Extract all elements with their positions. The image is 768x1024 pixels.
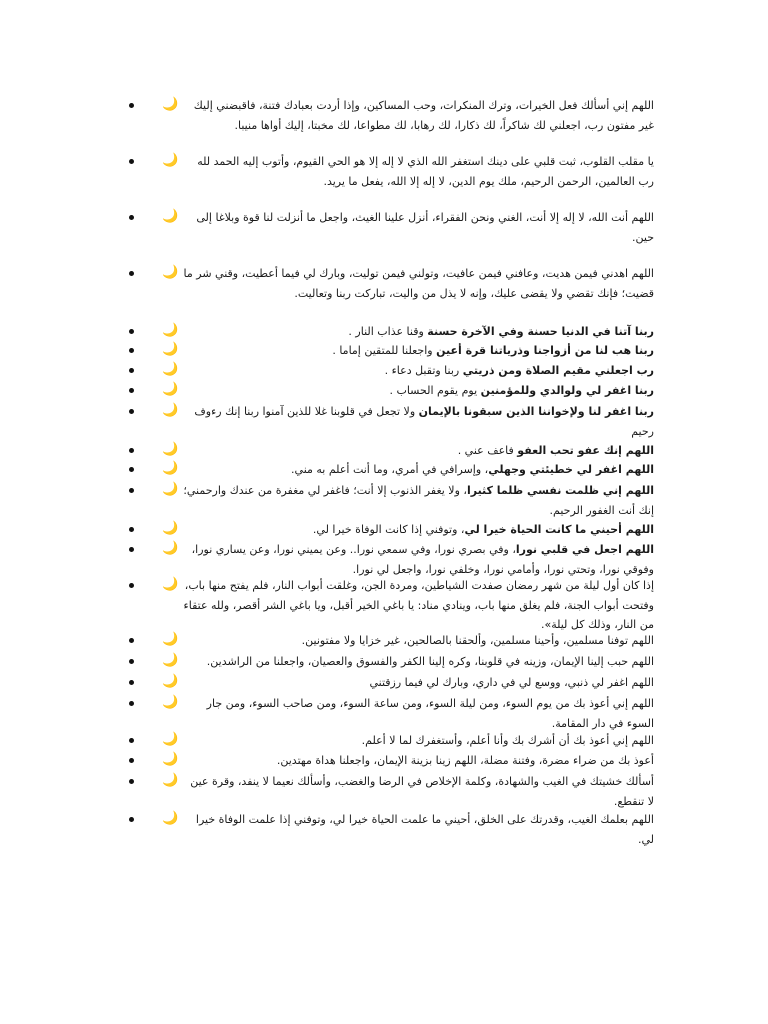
- crescent-moon-icon: 🌙: [162, 541, 179, 556]
- list-item: [132, 322, 654, 342]
- list-item-text: [132, 772, 654, 811]
- crescent-moon-icon: 🌙: [162, 209, 179, 224]
- list-item-body: اللهم إني أعوذ بك أن أشرك بك وأنا أعلم، وأستغفرك لما لا أعلم.: [361, 734, 654, 747]
- list-item-text: [132, 481, 654, 520]
- list-item: [132, 152, 654, 191]
- crescent-moon-icon: 🌙: [162, 632, 179, 647]
- list-item: [132, 751, 654, 771]
- list-item: [132, 402, 654, 441]
- list-item: [132, 810, 654, 849]
- crescent-moon-icon: 🌙: [162, 97, 179, 112]
- list-item-body: ، ولا يغفر الذنوب إلا أنت؛ فاغفر لي مغفرة من عندك وارحمني؛ إنك أنت الغفور الرحيم.: [183, 484, 654, 517]
- bullet-dot: [129, 467, 134, 472]
- list-item-body: ، وإسرافي في أمري، وما أنت أعلم به مني.: [291, 463, 489, 476]
- list-item: [132, 441, 654, 461]
- list-item-bold: اللهم اغفر لي خطيئتي وجهلي: [488, 463, 654, 476]
- list-item-bold: اللهم أحيني ما كانت الحياة خيرا لي: [464, 523, 654, 536]
- list-item-text: [132, 810, 654, 849]
- list-item-bold: ربنا آتنا في الدنيا حسنة وفي الآخرة حسنة: [427, 325, 654, 338]
- list-item: [132, 652, 654, 672]
- list-item-text: [132, 208, 654, 247]
- list-item-body: وقنا عذاب النار .: [348, 325, 428, 338]
- list-item-text: [132, 694, 654, 733]
- list-item-body: اللهم توفنا مسلمين، وأحينا مسلمين، وألحقنا بالصالحين، غير خزايا ولا مفتونين.: [301, 634, 654, 647]
- list-item: [132, 576, 654, 635]
- list-item-body: ربنا وتقبل دعاء .: [384, 364, 463, 377]
- bullet-dot: [129, 159, 134, 164]
- list-item-bold: اللهم اجعل في قلبي نورا: [515, 543, 654, 556]
- crescent-moon-icon: 🌙: [162, 653, 179, 668]
- list-item: [132, 381, 654, 401]
- bullet-dot: [129, 547, 134, 552]
- list-item-body: اللهم بعلمك الغيب، وقدرتك على الخلق، أحيني ما علمت الحياة خيرا لي، وتوفني إذا علمت الوفاة خيرا لي.: [195, 813, 654, 846]
- bullet-dot: [129, 271, 134, 276]
- bullet-dot: [129, 638, 134, 643]
- list-item-body: إذا كان أول ليلة من شهر رمضان صفدت الشياطين، ومردة الجن، وغلقت أبواب النار، فلم يفتح منها باب، وفتحت أبواب الجنة، فلم يغلق منها باب، وينادي مناد: يا باغي الخير أقبل، ويا باغي الشر أقصر، ولله عتقاء من النار، وذلك كل ليلة».: [183, 579, 654, 631]
- list-item: [132, 631, 654, 651]
- list-item-text: [132, 652, 654, 672]
- crescent-moon-icon: 🌙: [162, 403, 179, 418]
- list-item-text: [132, 441, 654, 461]
- bullet-dot: [129, 488, 134, 493]
- list-item: [132, 460, 654, 480]
- list-item: [132, 520, 654, 540]
- list-item-body: ولا تجعل في قلوبنا غلا للذين آمنوا ربنا إنك رءوف رحيم: [194, 405, 654, 438]
- list-item-text: [132, 673, 654, 693]
- bullet-dot: [129, 448, 134, 453]
- crescent-moon-icon: 🌙: [162, 265, 179, 280]
- list-item: [132, 361, 654, 381]
- list-item-bold: ربنا هب لنا من أزواجنا وذرياتنا قرة أعين: [436, 344, 654, 357]
- list-item-text: [132, 576, 654, 635]
- bullet-dot: [129, 388, 134, 393]
- bullet-dot: [129, 701, 134, 706]
- list-item-text: [132, 152, 654, 191]
- list-item-text: [132, 264, 654, 303]
- bullet-dot: [129, 527, 134, 532]
- list-item-bold: اللهم إني ظلمت نفسي ظلما كثيرا: [466, 484, 654, 497]
- list-item-bold: ربنا اغفر لنا ولإخواننا الذين سبقونا بالإيمان: [418, 405, 654, 418]
- bullet-dot: [129, 329, 134, 334]
- list-item: [132, 208, 654, 247]
- list-item-body: اللهم حبب إلينا الإيمان، وزينه في قلوبنا، وكره إلينا الكفر والفسوق والعصيان، واجعلنا من الراشدين.: [206, 655, 654, 668]
- list-item-text: [132, 731, 654, 751]
- bullet-dot: [129, 348, 134, 353]
- list-item-text: [132, 361, 654, 381]
- crescent-moon-icon: 🌙: [162, 811, 179, 826]
- bullet-dot: [129, 758, 134, 763]
- bullet-dot: [129, 368, 134, 373]
- crescent-moon-icon: 🌙: [162, 482, 179, 497]
- list-item-bold: اللهم إنك عفو تحب العفو: [517, 444, 654, 457]
- list-item: [132, 264, 654, 303]
- list-item: [132, 341, 654, 361]
- crescent-moon-icon: 🌙: [162, 752, 179, 767]
- crescent-moon-icon: 🌙: [162, 674, 179, 689]
- crescent-moon-icon: 🌙: [162, 773, 179, 788]
- list-item-body: أسألك خشيتك في الغيب والشهادة، وكلمة الإخلاص في الرضا والغضب، وأسألك نعيما لا ينفد، وقرة عين لا تنقطع.: [190, 775, 654, 808]
- crescent-moon-icon: 🌙: [162, 153, 179, 168]
- crescent-moon-icon: 🌙: [162, 362, 179, 377]
- list-item-text: [132, 520, 654, 540]
- list-item: [132, 481, 654, 520]
- list-item: [132, 673, 654, 693]
- list-item-bold: ربنا اغفر لي ولوالدي وللمؤمنين: [480, 384, 654, 397]
- bullet-dot: [129, 779, 134, 784]
- crescent-moon-icon: 🌙: [162, 732, 179, 747]
- list-item-body: فاعف عني .: [457, 444, 518, 457]
- list-item-body: اللهم اهدني فيمن هديت، وعافني فيمن عافيت، وتولني فيمن توليت، وبارك لي فيما أعطيت، وقني شر ما قضيت؛ فإنك تقضي ولا يقضى عليك، وإنه لا يذل من واليت، تباركت ربنا وتعاليت.: [183, 267, 654, 300]
- list-item-body: ، وفي بصري نورا، وفي سمعي نورا.. وعن يميني نورا، وعن يساري نورا، وفوقي نورا، وتحتي نورا، وأمامي نورا، وخلفي نورا، واجعل لي نورا.: [191, 543, 654, 576]
- crescent-moon-icon: 🌙: [162, 342, 179, 357]
- list-item: [132, 540, 654, 579]
- bullet-dot: [129, 738, 134, 743]
- list-item-body: يا مقلب القلوب، ثبت قلبي على دينك استغفر الله الذي لا إله إلا هو الحي القيوم، وأتوب إليه الحمد لله رب العالمين، الرحمن الرحيم، ملك يوم الدين، لا إله إلا الله، يفعل ما يريد.: [197, 155, 654, 188]
- crescent-moon-icon: 🌙: [162, 382, 179, 397]
- bullet-dot: [129, 817, 134, 822]
- list-item-body: اللهم أنت الله، لا إله إلا أنت، الغني ونحن الفقراء، أنزل علينا الغيث، واجعل ما أنزلت لنا قوة وبلاغا إلى حين.: [196, 211, 654, 244]
- list-item-body: اللهم إني أعوذ بك من يوم السوء، ومن ليلة السوء، ومن ساعة السوء، ومن صاحب السوء، ومن جار السوء في دار المقامة.: [206, 697, 654, 730]
- bullet-dot: [129, 659, 134, 664]
- crescent-moon-icon: 🌙: [162, 461, 179, 476]
- list-item-text: [132, 631, 654, 651]
- list-item-body: واجعلنا للمتقين إماما .: [332, 344, 437, 357]
- bullet-dot: [129, 680, 134, 685]
- crescent-moon-icon: 🌙: [162, 323, 179, 338]
- list-item-text: [132, 96, 654, 135]
- list-item-body: ، وتوفني إذا كانت الوفاة خيرا لي.: [312, 523, 465, 536]
- crescent-moon-icon: 🌙: [162, 695, 179, 710]
- list-item-bold: رب اجعلني مقيم الصلاة ومن ذريتي: [462, 364, 654, 377]
- list-item-text: [132, 402, 654, 441]
- list-item-body: اللهم اغفر لي ذنبي، ووسع لي في داري، وبارك لي فيما رزقتني: [369, 676, 654, 689]
- list-item-text: [132, 322, 654, 342]
- list-item: [132, 96, 654, 135]
- list-item-body: اللهم إني أسألك فعل الخيرات، وترك المنكرات، وحب المساكين، وإذا أردت بعبادك فتنة، فاقبضني إليك غير مفتون رب، اجعلني لك شاكراً، لك ذكارا، لك رهابا، لك مطواعا، لك مخبتا، إليك أواها منيبا.: [193, 99, 654, 132]
- list-item-body: أعوذ بك من ضراء مضرة، وفتنة مضلة، اللهم زينا بزينة الإيمان، واجعلنا هداة مهتدين.: [276, 754, 654, 767]
- list-item: [132, 772, 654, 811]
- crescent-moon-icon: 🌙: [162, 521, 179, 536]
- list-item-text: [132, 540, 654, 579]
- list-item: [132, 731, 654, 751]
- list-item-text: [132, 381, 654, 401]
- bullet-dot: [129, 103, 134, 108]
- bullet-dot: [129, 215, 134, 220]
- list-item: [132, 694, 654, 733]
- list-item-body: يوم يقوم الحساب .: [389, 384, 481, 397]
- list-item-text: [132, 341, 654, 361]
- list-item-text: [132, 460, 654, 480]
- crescent-moon-icon: 🌙: [162, 577, 179, 592]
- list-item-text: [132, 751, 654, 771]
- bullet-dot: [129, 583, 134, 588]
- crescent-moon-icon: 🌙: [162, 442, 179, 457]
- bullet-dot: [129, 409, 134, 414]
